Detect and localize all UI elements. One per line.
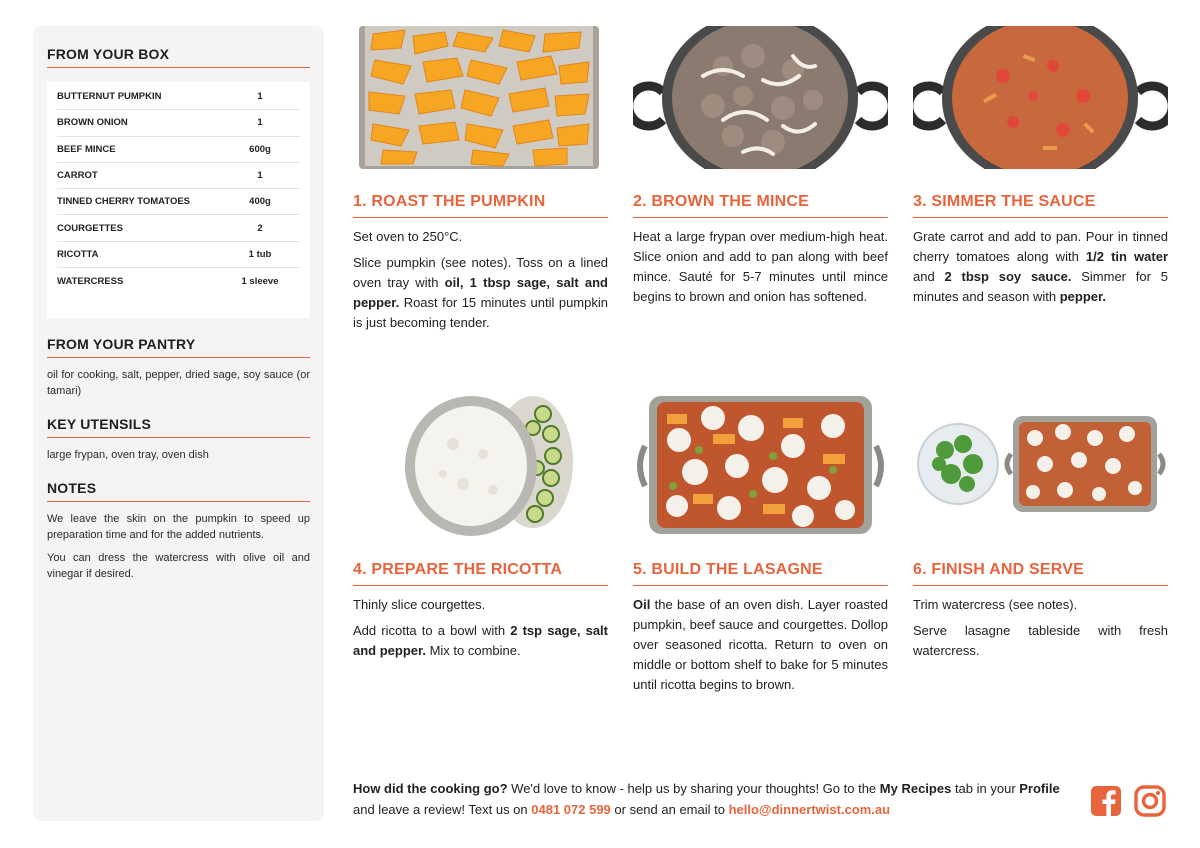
ingredients-sidebar	[33, 26, 324, 821]
step-paragraph	[913, 595, 1168, 615]
step-instructions	[913, 227, 1168, 307]
instruction-text: Heat a large frypan over medium-high heat. Slice onion and add to pan along with beef mince. Sauté for 5-7 minutes until mince begins to brown and onion has softened.	[633, 229, 888, 304]
ricotta-bowl-photo	[353, 394, 608, 537]
step-title: 3. SIMMER THE SAUCE	[913, 193, 1168, 218]
ingredient-name: RICOTTA	[57, 248, 99, 260]
step-instructions	[633, 227, 888, 307]
lasagne-with-watercress-photo	[913, 394, 1168, 537]
instruction-text: Roast for 15 minutes until pumpkin is just becoming tender.	[353, 295, 608, 330]
step-instructions	[353, 595, 608, 661]
bold-instruction: Oil	[633, 597, 651, 612]
step-4	[353, 394, 608, 661]
ingredient-quantity: 600g	[249, 143, 271, 155]
from-your-box-heading: FROM YOUR BOX	[47, 46, 310, 68]
step-title: 6. FINISH AND SERVE	[913, 561, 1168, 586]
ingredients-table	[47, 82, 310, 318]
step-5	[633, 394, 888, 695]
step-paragraph	[633, 227, 888, 307]
lasagne-dish-photo	[633, 394, 888, 537]
ingredient-quantity: 400g	[249, 196, 271, 208]
my-recipes-tab-link[interactable]: My Recipes	[879, 781, 952, 796]
ingredient-name: CARROT	[57, 170, 98, 182]
step-1	[353, 26, 608, 333]
sauce-in-pan-photo	[913, 26, 1168, 169]
mince-in-pan-photo	[633, 26, 888, 169]
pantry-text: oil for cooking, salt, pepper, dried sage, soy sauce (or tamari)	[47, 369, 310, 397]
step-paragraph	[353, 621, 608, 661]
step-paragraph	[913, 621, 1168, 661]
ingredient-row	[57, 215, 300, 241]
step-3	[913, 26, 1168, 307]
facebook-icon[interactable]	[1090, 785, 1122, 817]
step-paragraph	[913, 227, 1168, 307]
bold-instruction: oil, 1 tbsp sage, salt and pepper.	[353, 275, 608, 310]
feedback-text: tab in your	[951, 781, 1020, 796]
ingredient-row	[57, 84, 300, 110]
instruction-text: Trim watercress (see notes).	[913, 597, 1078, 612]
step-paragraph	[353, 595, 608, 615]
feedback-footer	[353, 778, 1073, 820]
step-title: 1. ROAST THE PUMPKIN	[353, 193, 608, 218]
ingredient-name: BEEF MINCE	[57, 143, 116, 155]
ingredient-row	[57, 137, 300, 163]
step-paragraph	[353, 253, 608, 333]
step-instructions	[353, 227, 608, 333]
instruction-text: Grate carrot and add to pan. Pour in tinned cherry tomatoes along with	[913, 229, 1168, 264]
ingredient-quantity: 1 sleeve	[241, 275, 279, 287]
instruction-text: Slice pumpkin (see notes). Toss on a lined oven tray with	[353, 255, 608, 290]
ingredient-name: COURGETTES	[57, 222, 123, 234]
ingredient-row	[57, 242, 300, 268]
step-paragraph	[353, 227, 608, 247]
ingredient-quantity: 1	[257, 117, 263, 129]
ingredient-quantity: 1	[257, 170, 263, 182]
instruction-text: Set oven to 250°C.	[353, 229, 463, 244]
instruction-text: Add ricotta to a bowl with	[353, 623, 511, 638]
utensils-text: large frypan, oven tray, oven dish	[47, 449, 209, 461]
instruction-text: Simmer for 5 minutes and season with	[913, 269, 1168, 304]
profile-link[interactable]: Profile	[1019, 781, 1060, 796]
phone-number-link[interactable]: 0481 072 599	[531, 802, 611, 817]
ingredient-quantity: 1 tub	[248, 248, 272, 260]
step-instructions	[913, 595, 1168, 661]
email-link[interactable]: hello@dinnertwist.com.au	[728, 802, 891, 817]
utensils-section	[47, 416, 310, 463]
ingredient-quantity: 2	[257, 222, 263, 234]
notes-section	[47, 480, 310, 582]
notes-paragraph: We leave the skin on the pumpkin to speed up preparation time and for the added nutrients.	[47, 513, 310, 541]
from-your-pantry-heading: FROM YOUR PANTRY	[47, 336, 310, 358]
step-6	[913, 394, 1168, 661]
feedback-question: How did the cooking go?	[353, 781, 508, 796]
step-title: 4. PREPARE THE RICOTTA	[353, 561, 608, 586]
step-2	[633, 26, 888, 307]
bold-instruction: pepper.	[1059, 289, 1106, 304]
step-title: 5. BUILD THE LASAGNE	[633, 561, 888, 586]
key-utensils-heading: KEY UTENSILS	[47, 416, 310, 438]
ingredient-row	[57, 268, 300, 294]
ingredient-name: BROWN ONION	[57, 117, 128, 129]
instagram-icon[interactable]	[1134, 785, 1166, 817]
instruction-text: Mix to combine.	[425, 643, 521, 658]
step-instructions	[633, 595, 888, 695]
ingredient-row	[57, 189, 300, 215]
bold-instruction: 2 tsp sage, salt and pepper.	[353, 623, 608, 658]
notes-paragraph: You can dress the watercress with olive oil and vinegar if desired.	[47, 552, 310, 580]
pantry-section	[47, 336, 310, 399]
bold-instruction: 1/2 tin water	[1085, 249, 1169, 264]
ingredient-row	[57, 110, 300, 136]
ingredient-quantity: 1	[257, 91, 263, 103]
roasted-pumpkin-photo	[353, 26, 608, 169]
feedback-text: and leave a review! Text us on	[353, 802, 532, 817]
ingredient-name: WATERCRESS	[57, 275, 124, 287]
instruction-text: Serve lasagne tableside with fresh watercress.	[913, 623, 1168, 658]
feedback-text: We'd love to know - help us by sharing your thoughts! Go to the	[507, 781, 880, 796]
ingredient-name: BUTTERNUT PUMPKIN	[57, 91, 162, 103]
notes-heading: NOTES	[47, 480, 310, 502]
instruction-text: the base of an oven dish. Layer roasted pumpkin, beef sauce and courgettes. Dollop over seasoned ricotta. Return to oven on middle or bottom shelf to bake for 5 minutes until ricotta begins to brown.	[633, 597, 888, 692]
bold-instruction: 2 tbsp soy sauce.	[944, 269, 1072, 284]
step-paragraph	[633, 595, 888, 695]
instruction-text: and	[913, 269, 945, 284]
ingredient-name: TINNED CHERRY TOMATOES	[57, 196, 191, 208]
instruction-text: Thinly slice courgettes.	[353, 597, 486, 612]
ingredient-row	[57, 163, 300, 189]
step-title: 2. BROWN THE MINCE	[633, 193, 888, 218]
feedback-text: or send an email to	[610, 802, 729, 817]
